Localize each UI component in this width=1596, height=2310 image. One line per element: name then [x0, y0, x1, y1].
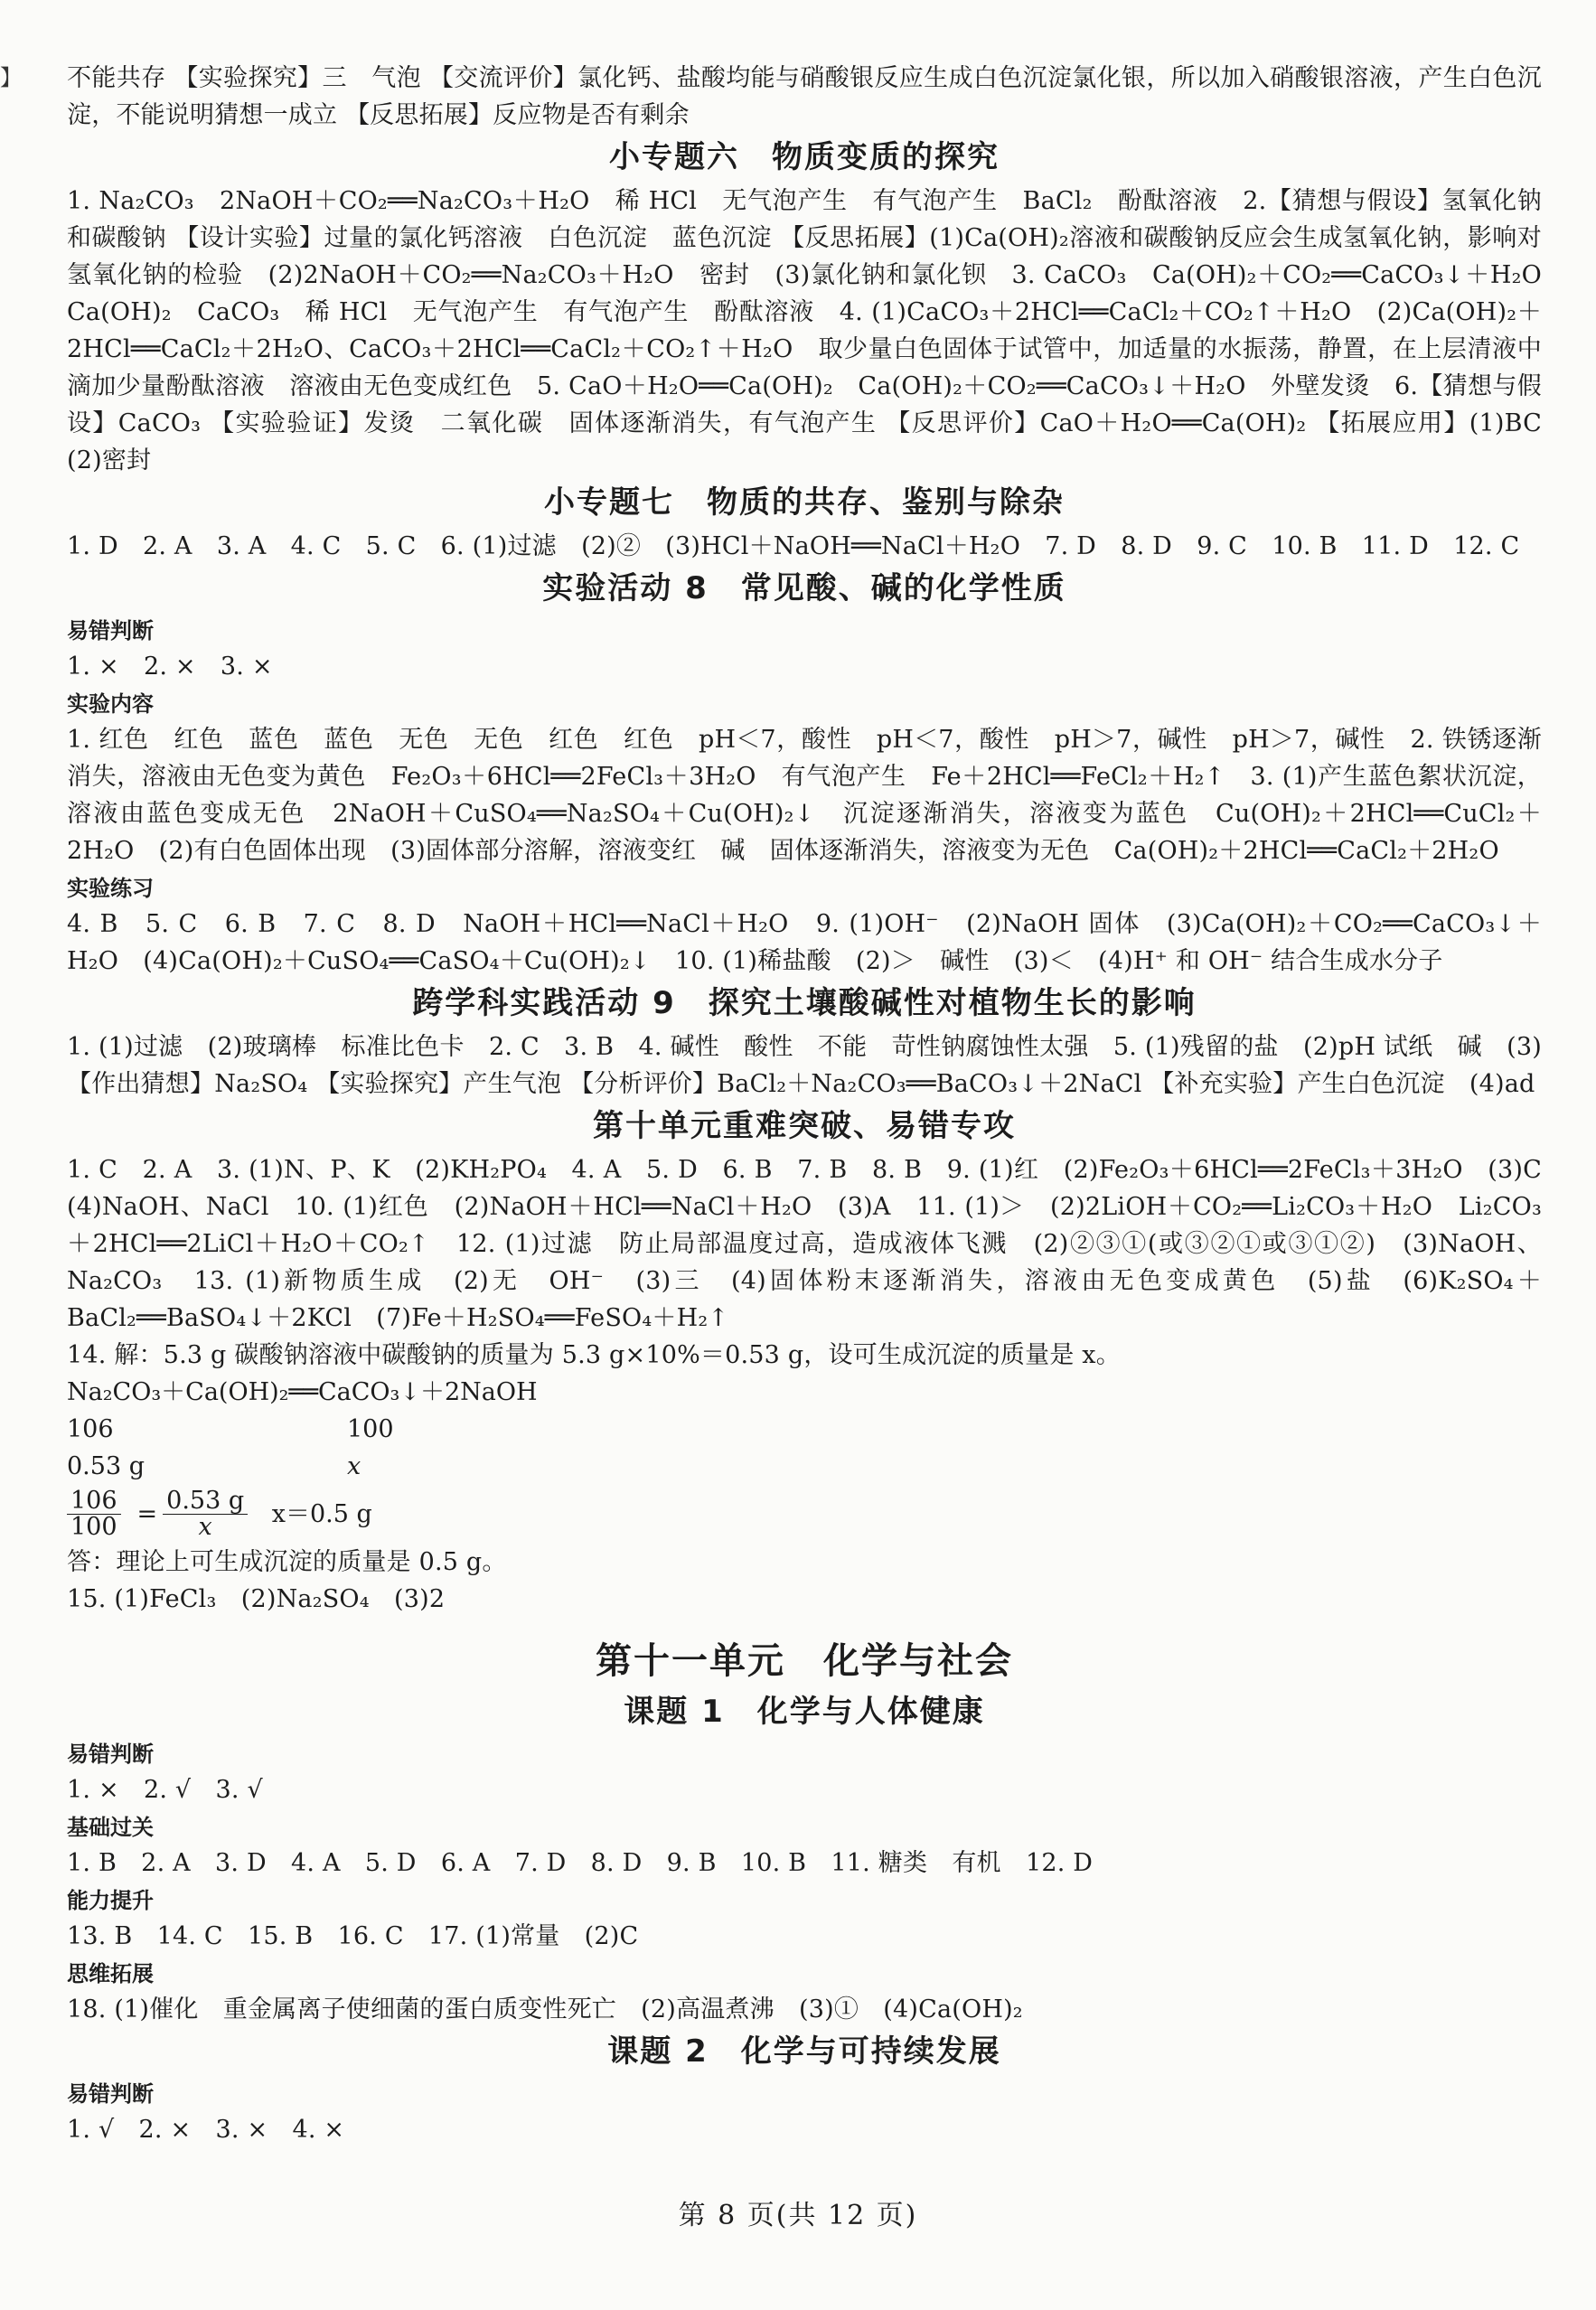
u10-q15: 15. (1)FeCl₃ (2)Na₂SO₄ (3)2: [67, 1585, 446, 1613]
k1-ability-answers: 13. B 14. C 15. B 16. C 17. (1)常量 (2)C: [67, 1922, 639, 1950]
u10-q14-equation: Na₂CO₃＋Ca(OH)₂══CaCO₃↓＋2NaOH: [67, 1378, 538, 1406]
u10-q14-masses: [67, 1448, 1542, 1485]
k2-mistakes-answers: 1. √ 2. × 3. × 4. ×: [67, 2116, 345, 2144]
u10-q14-result: x＝0.5 g: [271, 1500, 372, 1528]
section-title-u10: 第十单元重难突破、易错专攻: [593, 1108, 1016, 1144]
a8-label-content: 实验内容: [67, 691, 154, 717]
unit-title-u11: 第十一单元 化学与社会: [596, 1640, 1013, 1682]
k1-label-thinking: 思维拓展: [67, 1961, 154, 1986]
page-number-footer: 第 8 页(共 12 页): [678, 2200, 918, 2231]
a8-label-practice: 实验练习: [67, 876, 154, 901]
fraction-molar-den: 100: [70, 1513, 117, 1541]
section-title-s7: 小专题七 物质的共存、鉴别与除杂: [544, 484, 1065, 521]
fraction-molar-num: 106: [67, 1488, 121, 1515]
u10-answers: 1. C 2. A 3. (1)N、P、K (2)KH₂PO₄ 4. A 5. D 6. B 7. B 8. B 9. (1)红 (2)Fe₂O₃＋6HCl══2FeCl₃＋3H₂O (3)C (4)NaOH、NaCl 10. (1)红色 (2)NaOH＋HCl══NaCl＋H₂O (3)A 11. (1)＞ (2)2LiOH＋CO₂══Li₂CO₃＋H₂O Li₂CO₃＋2HCl══2LiCl＋H₂O＋CO₂↑ 12. (1)过滤 防止局部温度过高，造成液体飞溅 (2)②③①(或③②①或③①②) (3)NaOH、Na₂CO₃ 13. (1)新物质生成 (2)无 OH⁻ (3)三 (4)固体粉末逐渐消失，溶液由无色变成黄色 (5)盐 (6)K₂SO₄＋BaCl₂══BaSO₄↓＋2KCl (7)Fe＋H₂SO₄══FeSO₄＋H₂↑: [67, 1156, 1567, 1332]
k1-basic-answers: 1. B 2. A 3. D 4. A 5. D 6. A 7. D 8. D 9. B 10. B 11. 糖类 有机 12. D: [67, 1849, 1094, 1877]
k1-thinking-answers: 18. (1)催化 重金属离子使细菌的蛋白质变性死亡 (2)高温煮沸 (3)① (4)Ca(OH)₂: [67, 1995, 1023, 2024]
left-edge-mark: 】: [0, 65, 22, 90]
intro-paragraph: 不能共存 【实验探究】三 气泡 【交流评价】氯化钙、盐酸均能与硝酸银反应生成白色沉淀氯化银，所以加入硝酸银溶液，产生白色沉淀，不能说明猜想一成立 【反思拓展】反应物是否有剩余: [67, 64, 1542, 129]
s6-answers: 1. Na₂CO₃ 2NaOH＋CO₂══Na₂CO₃＋H₂O 稀 HCl 无气泡产生 有气泡产生 BaCl₂ 酚酞溶液 2.【猜想与假设】氢氧化钠和碳酸钠 【设计实验】过量的氯化钙溶液 白色沉淀 蓝色沉淀 【反思拓展】(1)Ca(OH)₂溶液和碳酸钠反应会生成氢氧化钠，影响对氢氧化钠的检验 (2)2NaOH＋CO₂══Na₂CO₃＋H₂O 密封 (3)氯化钠和氯化钡 3. CaCO₃ Ca(OH)₂＋CO₂══CaCO₃↓＋H₂O Ca(OH)₂ CaCO₃ 稀 HCl 无气泡产生 有气泡产生 酚酞溶液 4. (1)CaCO₃＋2HCl══CaCl₂＋CO₂↑＋H₂O (2)Ca(OH)₂＋2HCl══CaCl₂＋2H₂O、CaCO₃＋2HCl══CaCl₂＋CO₂↑＋H₂O 取少量白色固体于试管中，加适量的水振荡，静置，在上层清液中滴加少量酚酞溶液 溶液由无色变成红色 5. CaO＋H₂O══Ca(OH)₂ Ca(OH)₂＋CO₂══CaCO₃↓＋H₂O 外壁发烫 6.【猜想与假设】CaCO₃ 【实验验证】发烫 二氧化碳 固体逐渐消失，有气泡产生 【反思评价】CaO＋H₂O══Ca(OH)₂ 【拓展应用】(1)BC (2)密封: [67, 187, 1567, 474]
molar-mass-product: 100: [347, 1415, 394, 1443]
lesson-title-k2: 课题 2 化学与可持续发展: [607, 2033, 1001, 2070]
a9-answers: 1. (1)过滤 (2)玻璃棒 标准比色卡 2. C 3. B 4. 碱性 酸性 不能 苛性钠腐蚀性太强 5. (1)残留的盐 (2)pH 试纸 碱 (3)【作出猜想】Na₂SO₄ 【实验探究】产生气泡 【分析评价】BaCl₂＋Na₂CO₃══BaCO₃↓＋2NaCl 【补充实验】产生白色沉淀 (4)ad: [67, 1033, 1542, 1098]
k2-label-mistakes: 易错判断: [67, 2081, 154, 2107]
s7-answers: 1. D 2. A 3. A 4. C 5. C 6. (1)过滤 (2)② (3)HCl＋NaOH══NaCl＋H₂O 7. D 8. D 9. C 10. B 11. D 12. C: [67, 532, 1520, 560]
answer-content: [67, 60, 1567, 2148]
section-title-a8: 实验活动 8 常见酸、碱的化学性质: [542, 570, 1066, 606]
k1-label-mistakes: 易错判断: [67, 1742, 154, 1767]
a8-content-answers: 1. 红色 红色 蓝色 蓝色 无色 无色 红色 红色 pH＜7，酸性 pH＜7，酸性 pH＞7，碱性 pH＞7，碱性 2. 铁锈逐渐消失，溶液由无色变为黄色 Fe₂O₃＋6HCl══2FeCl₃＋3H₂O 有气泡产生 Fe＋2HCl══FeCl₂＋H₂↑ 3. (1)产生蓝色絮状沉淀，溶液由蓝色变成无色 2NaOH＋CuSO₄══Na₂SO₄＋Cu(OH)₂↓ 沉淀逐渐消失，溶液变为蓝色 Cu(OH)₂＋2HCl══CuCl₂＋2H₂O (2)有白色固体出现 (3)固体部分溶解，溶液变红 碱 固体逐渐消失，溶液变为无色 Ca(OH)₂＋2HCl══CaCl₂＋2H₂O: [67, 726, 1542, 865]
fraction-mass-den: x: [198, 1513, 212, 1541]
u10-q14-molar-masses: [67, 1411, 1542, 1448]
fraction-mass-num: 0.53 g: [163, 1488, 248, 1515]
u10-q14-answer: 答：理论上可生成沉淀的质量是 0.5 g。: [67, 1548, 507, 1576]
fraction-mass: [163, 1488, 248, 1540]
mass-reactant: 0.53 g: [67, 1452, 145, 1480]
k1-label-ability: 能力提升: [67, 1888, 154, 1913]
section-title-a9: 跨学科实践活动 9 探究土壤酸碱性对植物生长的影响: [412, 985, 1197, 1021]
section-title-s6: 小专题六 物质变质的探究: [609, 139, 1000, 175]
u10-q14-statement: 14. 解：5.3 g 碳酸钠溶液中碳酸钠的质量为 5.3 g×10%＝0.53 g，设可生成沉淀的质量是 x。: [67, 1341, 1121, 1369]
k1-label-basic: 基础过关: [67, 1815, 154, 1840]
lesson-title-k1: 课题 1 化学与人体健康: [624, 1694, 985, 1730]
molar-mass-reactant: 106: [67, 1415, 114, 1443]
a8-label-mistakes: 易错判断: [67, 618, 154, 643]
mass-product: x: [347, 1452, 361, 1480]
a8-mistakes-answers: 1. × 2. × 3. ×: [67, 653, 273, 681]
k1-mistakes-answers: 1. × 2. √ 3. √: [67, 1776, 263, 1804]
fraction-molar: [67, 1488, 121, 1540]
u10-q14-proportion: $\frac{106}{100}$ = $\frac{0.53 g}{x}$ x＝0.5 g: [67, 1488, 1542, 1540]
a8-practice-answers: 4. B 5. C 6. B 7. C 8. D NaOH＋HCl══NaCl＋H₂O 9. (1)OH⁻ (2)NaOH 固体 (3)Ca(OH)₂＋CO₂══CaCO₃↓＋H₂O (4)Ca(OH)₂＋CuSO₄══CaSO₄＋Cu(OH)₂↓ 10. (1)稀盐酸 (2)＞ 碱性 (3)＜ (4)H⁺ 和 OH⁻ 结合生成水分子: [67, 910, 1542, 975]
